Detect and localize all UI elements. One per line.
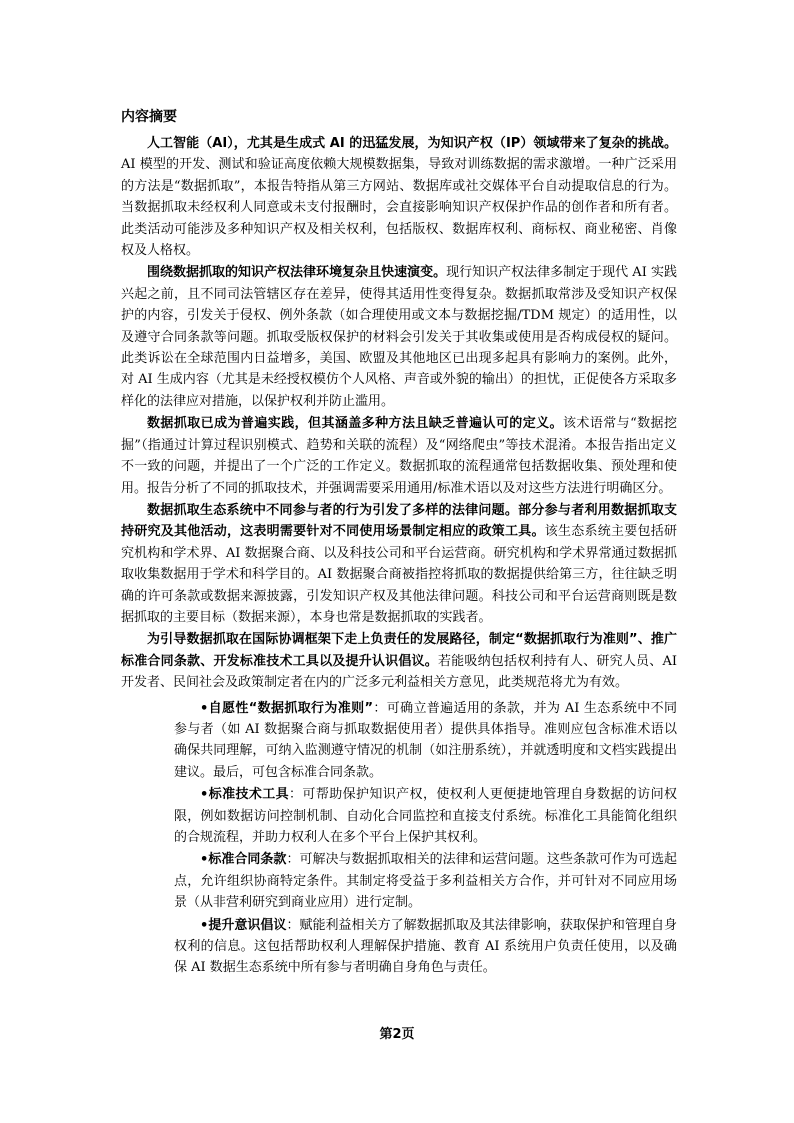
paragraph-5 [121, 629, 677, 693]
paragraph-lead: 围绕数据抓取的知识产权法律环境复杂且快速演变。 [147, 265, 447, 281]
paragraph-lead: 为引导数据抓取在国际协调框架下走上负责任的发展路径，制定“数据抓取行为准则”、推广标准合同条款、开发标准技术工具以及提升认识倡议。 [121, 632, 677, 669]
list-item [174, 915, 677, 979]
bullet-lead: 自愿性“数据抓取行为准则” [208, 700, 374, 716]
paragraph-1 [121, 133, 677, 261]
bullet-lead: 标准合同条款 [208, 852, 287, 868]
section-heading: 内容摘要 [121, 109, 177, 125]
paragraph-2 [121, 262, 677, 412]
paragraph-text: 现行知识产权法律多制定于现代 AI 实践兴起之前，且不同司法管辖区存在差异，使得其适用性变得复杂。数据抓取常涉及受知识产权保护的内容，引发关于侵权、例外条款（如合理使用或文本与数据挖掘/TDM 规定）的适用性，以及遵守合同条款等问题。抓取受版权保护的材料会引发关于其收集或使用是否构成侵权的疑问。此类诉讼在全球范围内日益增多，美国、欧盟及其他地区已出现多起具有影响力的案例。此外，对 AI 生成内容（尤其是未经授权模仿个人风格、声音或外貌的输出）的担忧，正促使各方采取多样化的法律应对措施，以保护权利并防止滥用。 [121, 265, 677, 409]
bullet-icon: • [200, 700, 209, 716]
bullet-text: ：赋能利益相关方了解数据抓取及其法律影响，获取保护和管理自身权利的信息。这包括帮助权利人理解保护措施、教育 AI 系统用户负责任使用，以及确保 AI 数据生态系统中所有参与者明确自身角色与责任。 [174, 917, 677, 976]
paragraph-4 [121, 500, 677, 628]
recommendation-list [174, 698, 677, 979]
paragraph-lead: 数据抓取生态系统中不同参与者的行为引发了多样的法律问题。部分参与者利用数据抓取支持研究及其他活动，这表明需要针对不同使用场景制定相应的政策工具。 [121, 502, 677, 540]
list-item [174, 698, 677, 784]
bullet-lead: 提升意识倡议 [208, 917, 287, 933]
list-item [174, 784, 677, 848]
bullet-text: ：可确立普遍适用的条款，并为 AI 生态系统中不同参与者（如 AI 数据聚合商与抓取数据使用者）提供具体指导。准则应包含标准术语以确保共同理解，可纳入监测遵守情况的机制（如注册系统），并就透明度和文档实践提出建议。最后，可包含标准合同条款。 [174, 700, 677, 780]
paragraph-text: AI 模型的开发、测试和验证高度依赖大规模数据集，导致对训练数据的需求激增。一种广泛采用的方法是“数据抓取”，本报告特指从第三方网站、数据库或社交媒体平台自动提取信息的行为。当数据抓取未经权利人同意或未支付报酬时，会直接影响知识产权保护作品的创作者和所有者。此类活动可能涉及多种知识产权及相关权利，包括版权、数据库权利、商标权、商业秘密、肖像权及人格权。 [121, 157, 677, 259]
paragraph-text: 该生态系统主要包括研究机构和学术界、AI 数据聚合商、以及科技公司和平台运营商。研究机构和学术界常通过数据抓取收集数据用于学术和科学目的。AI 数据聚合商被指控将抓取的数据提供给第三方，往往缺乏明确的许可条款或数据来源披露，引发知识产权及其他法律问题。科技公司和平台运营商则既是数据抓取的主要目标（数据来源），本身也常是数据抓取的实践者。 [121, 524, 677, 625]
summary-body [121, 133, 677, 980]
bullet-icon: • [200, 787, 209, 803]
paragraph-lead: 人工智能（AI），尤其是生成式 AI 的迅猛发展，为知识产权（IP）领域带来了复杂的挑战。 [147, 136, 677, 151]
list-item [174, 849, 677, 913]
bullet-lead: 标准技术工具 [208, 787, 290, 803]
bullet-icon: • [200, 852, 209, 868]
page-number: 第2页 [379, 1027, 415, 1042]
bullet-text: ：可解决与数据抓取相关的法律和运营问题。这些条款可作为可选起点，允许组织协商特定条件。其制定将受益于多利益相关方合作，并可针对不同应用场景（从非营利研究到商业应用）进行定制。 [174, 852, 677, 911]
paragraph-text: 若能吸纳包括权利持有人、研究人员、AI 开发者、民间社会及政策制定者在内的广泛多元利益相关方意见，此类规范将尤为有效。 [121, 653, 677, 691]
bullet-icon: • [200, 917, 209, 933]
paragraph-3 [121, 413, 677, 499]
bullet-text: ：可帮助保护知识产权，使权利人更便捷地管理自身数据的访问权限，例如数据访问控制机制、自动化合同监控和直接支付系统。标准化工具能简化组织的合规流程，并助力权利人在多个平台上保护其权利。 [174, 787, 677, 845]
paragraph-lead: 数据抓取已成为普遍实践，但其涵盖多种方法且缺乏普遍认可的定义。 [147, 416, 563, 432]
paragraph-text: 该术语常与“数据挖掘”（指通过计算过程识别模式、趋势和关联的流程）及“网络爬虫”等技术混淆。本报告指出定义不一致的问题，并提出了一个广泛的工作定义。数据抓取的流程通常包括数据收集、预处理和使用。报告分析了不同的抓取技术，并强调需要采用通用/标准术语以及对这些方法进行明确区分。 [121, 416, 677, 496]
